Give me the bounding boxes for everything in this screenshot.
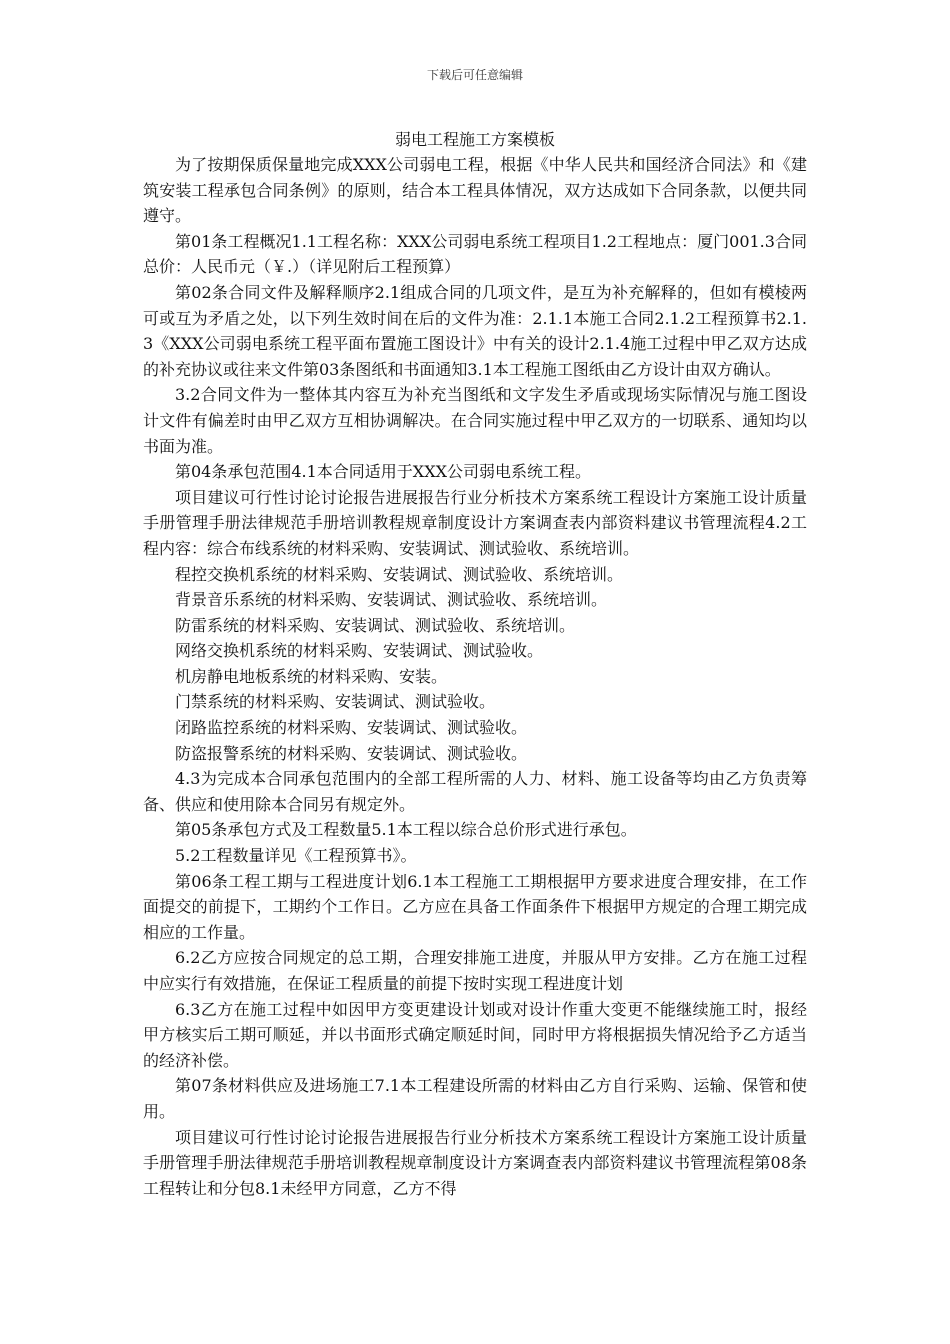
- paragraph: 6.3乙方在施工过程中如因甲方变更建设计划或对设计作重大变更不能继续施工时，报经甲方核实后工期可顺延，并以书面形式确定顺延时间，同时甲方将根据损失情况给予乙方适当的经济补偿。: [143, 999, 807, 1070]
- document-body: [143, 152, 807, 1201]
- paragraph: 项目建议可行性讨论讨论报告进展报告行业分析技术方案系统工程设计方案施工设计质量手册管理手册法律规范手册培训教程规章制度设计方案调查表内部资料建议书管理流程第08条工程转让和分包8.1未经甲方同意，乙方不得: [143, 1127, 807, 1198]
- paragraph: 网络交换机系统的材料采购、安装调试、测试验收。: [175, 641, 544, 661]
- paragraph: 第02条合同文件及解释顺序2.1组成合同的几项文件，是互为补充解释的，但如有模棱两可或互为矛盾之处，以下列生效时间在后的文件为准：2.1.1本施工合同2.1.2工程预算书2.1.3《XXX公司弱电系统工程平面布置施工图设计》中有关的设计2.1.4施工过程中甲乙双方达成的补充协议或往来文件第03条图纸和书面通知3.1本工程施工图纸由乙方设计由双方确认。: [143, 282, 807, 379]
- paragraph: 第05条承包方式及工程数量5.1本工程以综合总价形式进行承包。: [175, 820, 637, 840]
- paragraph: 第07条材料供应及进场施工7.1本工程建设所需的材料由乙方自行采购、运输、保管和使用。: [143, 1076, 807, 1121]
- paragraph: 4.3为完成本合同承包范围内的全部工程所需的人力、材料、施工设备等均由乙方负责筹备、供应和使用除本合同另有规定外。: [143, 769, 807, 814]
- paragraph: 程控交换机系统的材料采购、安装调试、测试验收、系统培训。: [175, 564, 624, 584]
- paragraph: 防雷系统的材料采购、安装调试、测试验收、系统培训。: [175, 615, 576, 635]
- paragraph: 第04条承包范围4.1本合同适用于XXX公司弱电系统工程。: [175, 462, 591, 482]
- header-note: 下载后可任意编辑: [426, 68, 523, 82]
- paragraph: 第01条工程概况1.1工程名称：XXX公司弱电系统工程项目1.2工程地点：厦门001.3合同总价：人民币元（￥.）（详见附后工程预算）: [143, 231, 807, 277]
- paragraph: 5.2工程数量详见《工程预算书》。: [175, 846, 417, 866]
- paragraph: 防盗报警系统的材料采购、安装调试、测试验收。: [175, 743, 528, 763]
- paragraph: 机房静电地板系统的材料采购、安装。: [175, 666, 448, 686]
- document-title: 弱电工程施工方案模板: [394, 130, 555, 149]
- paragraph: 6.2乙方应按合同规定的总工期，合理安排施工进度，并服从甲方安排。乙方在施工过程中应实行有效措施，在保证工程质量的前提下按时实现工程进度计划: [143, 948, 807, 993]
- paragraph: 3.2合同文件为一整体其内容互为补充当图纸和文字发生矛盾或现场实际情况与施工图设计文件有偏差时由甲乙双方互相协调解决。在合同实施过程中甲乙双方的一切联系、通知均以书面为准。: [143, 385, 807, 456]
- paragraph: 第06条工程工期与工程进度计划6.1本工程施工工期根据甲方要求进度合理安排，在工作面提交的前提下，工期约个工作日。乙方应在具备工作面条件下根据甲方规定的合理工期完成相应的工作量。: [143, 871, 807, 942]
- paragraph: 为了按期保质保量地完成XXX公司弱电工程，根据《中华人民共和国经济合同法》和《建筑安装工程承包合同条例》的原则，结合本工程具体情况，双方达成如下合同条款，以便共同遵守。: [143, 155, 807, 226]
- paragraph: 项目建议可行性讨论讨论报告进展报告行业分析技术方案系统工程设计方案施工设计质量手册管理手册法律规范手册培训教程规章制度设计方案调查表内部资料建议书管理流程4.2工程内容：综合布线系统的材料采购、安装调试、测试验收、系统培训。: [143, 487, 807, 558]
- paragraph: 门禁系统的材料采购、安装调试、测试验收。: [175, 692, 496, 712]
- paragraph: 闭路监控系统的材料采购、安装调试、测试验收。: [175, 718, 528, 738]
- paragraph: 背景音乐系统的材料采购、安装调试、测试验收、系统培训。: [175, 590, 608, 610]
